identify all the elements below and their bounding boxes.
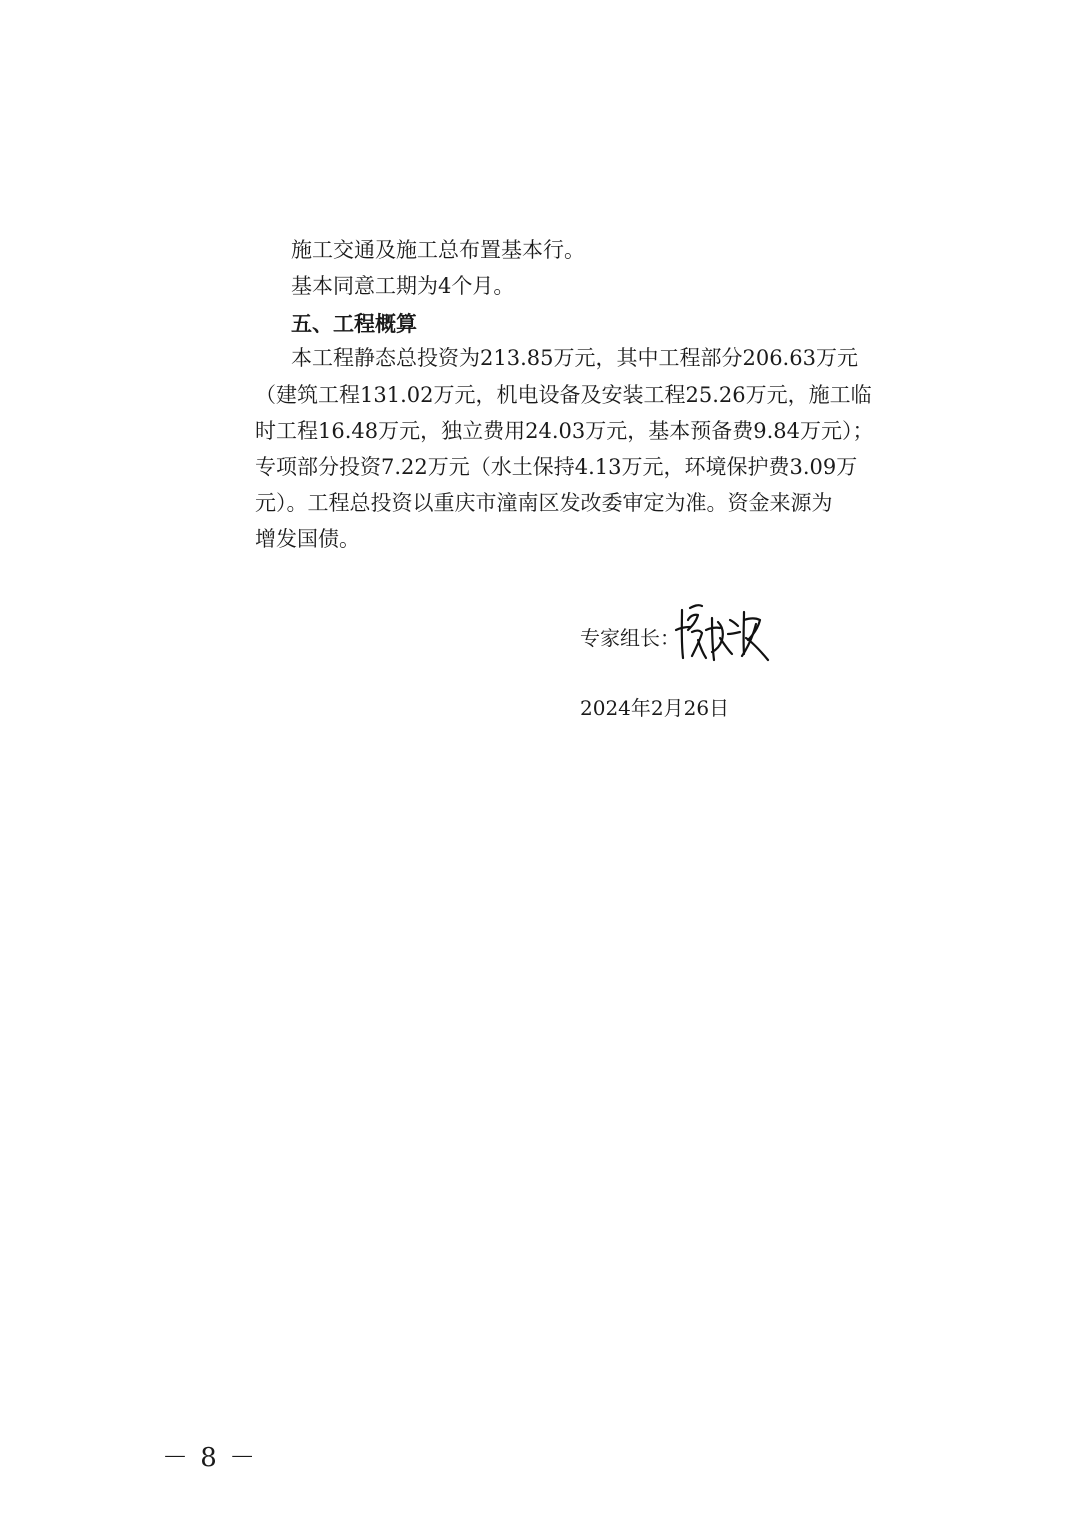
budget-paragraph-line: 时工程16.48万元，独立费用24.03万元，基本预备费9.84万元）； xyxy=(255,419,874,443)
handwritten-signature xyxy=(672,600,772,666)
signature-date: 2024年2月26日 xyxy=(580,696,730,720)
budget-paragraph-line: 元）。工程总投资以重庆市潼南区发改委审定为准。资金来源为 xyxy=(255,491,833,515)
budget-paragraph-line: 本工程静态总投资为213.85万元，其中工程部分206.63万元 xyxy=(291,346,858,370)
paragraph-construction-traffic: 施工交通及施工总布置基本行。 xyxy=(291,238,585,262)
signature-block xyxy=(580,600,840,670)
signature-label: 专家组长： xyxy=(580,626,680,650)
budget-paragraph-line: 增发国债。 xyxy=(255,527,360,551)
page-number: － 8 － xyxy=(162,1443,258,1473)
paragraph-schedule: 基本同意工期为4个月。 xyxy=(291,274,515,298)
section-heading-budget: 五、工程概算 xyxy=(291,311,417,336)
budget-paragraph-line: （建筑工程131.02万元，机电设备及安装工程25.26万元，施工临 xyxy=(255,383,872,407)
budget-paragraph-line: 专项部分投资7.22万元（水土保持4.13万元，环境保护费3.09万 xyxy=(255,455,858,479)
